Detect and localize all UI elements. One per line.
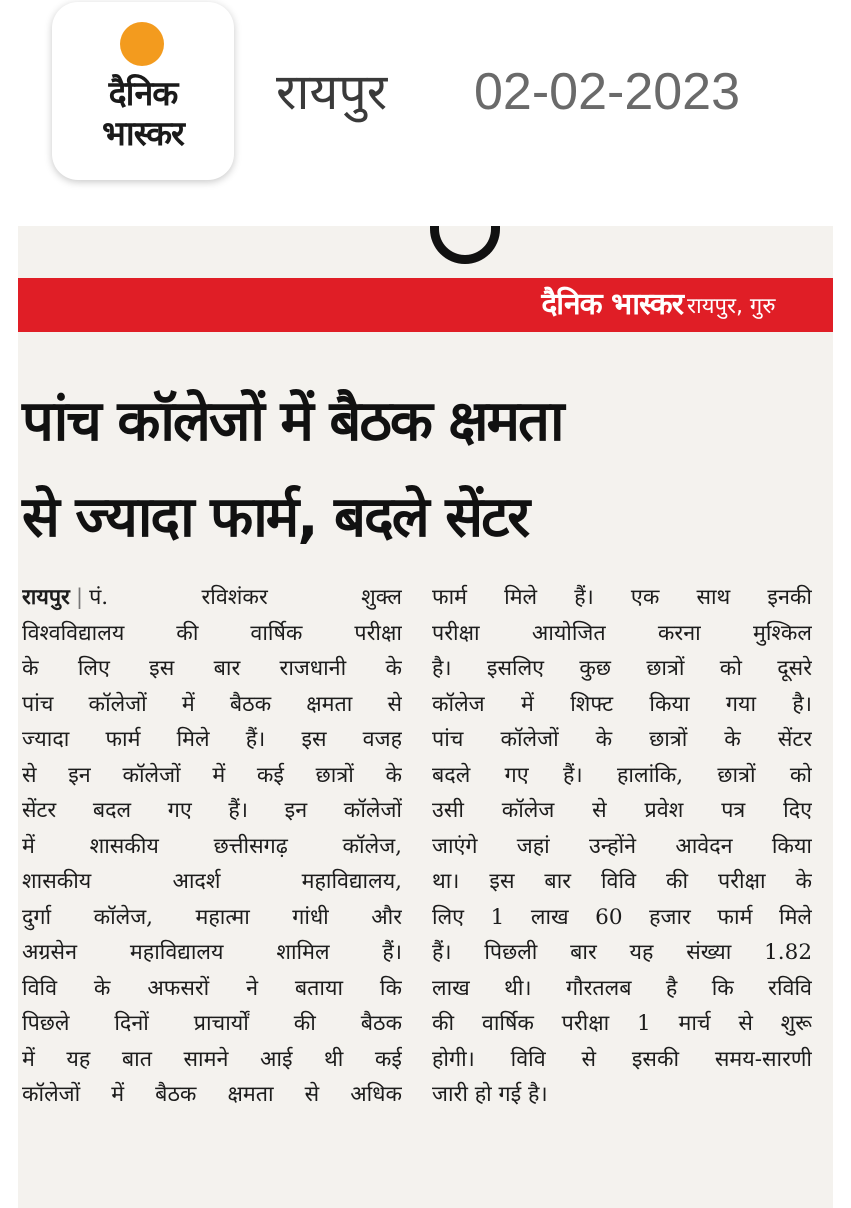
body-line: पिछले दिनों प्राचार्यों की बैठक <box>22 1011 402 1036</box>
body-line: जारी हो गई है। <box>432 1082 548 1107</box>
body-line: दुर्गा कॉलेज, महात्मा गांधी और <box>22 904 402 930</box>
logo-text-line2: भास्कर <box>102 114 184 154</box>
body-line: में शासकीय छत्तीसगढ़ कॉलेज, <box>22 833 402 859</box>
body-line: उसी कॉलेज से प्रवेश पत्र दिए <box>432 798 812 823</box>
dateline: रायपुर <box>22 585 70 610</box>
body-line: विश्वविद्यालय की वार्षिक परीक्षा <box>22 620 402 646</box>
app-header <box>0 0 851 200</box>
body-line: होगी। विवि से इसकी समय-सारणी <box>432 1046 812 1072</box>
article-column-left <box>22 580 402 1113</box>
body-line: अग्रसेन महाविद्यालय शामिल हैं। <box>22 940 402 965</box>
body-line: परीक्षा आयोजित करना मुश्किल <box>432 620 812 646</box>
article-column-right <box>432 580 812 1113</box>
body-line: लिए 1 लाख 60 हजार फार्म मिले <box>432 904 812 930</box>
body-line: हैं। पिछली बार यह संख्या 1.82 <box>432 940 812 965</box>
newspaper-clipping[interactable] <box>18 226 833 1208</box>
body-line: फार्म मिले हैं। एक साथ इनकी <box>432 585 812 610</box>
sun-icon <box>120 22 164 66</box>
body-line: सेंटर बदल गए हैं। इन कॉलेजों <box>22 798 402 823</box>
body-line: कॉलेजों में बैठक क्षमता से अधिक <box>22 1082 402 1107</box>
article-headline <box>22 374 822 566</box>
body-line: शासकीय आदर्श महाविद्यालय, <box>22 869 402 894</box>
body-line: की वार्षिक परीक्षा 1 मार्च से शुरू <box>432 1011 812 1036</box>
body-line: पांच कॉलेजों में बैठक क्षमता से <box>22 691 402 717</box>
logo-text-line1: दैनिक <box>108 74 178 114</box>
masthead-band <box>18 278 833 332</box>
body-line: लाख थी। गौरतलब है कि रविवि <box>432 975 812 1001</box>
body-line <box>22 580 402 616</box>
edition-date: 02-02-2023 <box>474 63 740 121</box>
body-line: में यह बात सामने आई थी कई <box>22 1046 402 1072</box>
body-line: ज्यादा फार्म मिले हैं। इस वजह <box>22 727 402 752</box>
body-line: से इन कॉलेजों में कई छात्रों के <box>22 762 402 788</box>
body-line: बदले गए हैं। हालांकि, छात्रों को <box>432 762 812 788</box>
body-line: था। इस बार विवि की परीक्षा के <box>432 869 812 894</box>
headline-line: पांच कॉलेजों में बैठक क्षमता <box>22 389 563 454</box>
band-brand-name: दैनिक भास्कर <box>541 287 683 322</box>
dainik-bhaskar-logo[interactable] <box>52 2 234 180</box>
previous-headline-fragment <box>430 226 500 264</box>
band-edition-text: रायपुर, गुरु <box>687 294 776 319</box>
body-line: विवि के अफसरों ने बताया कि <box>22 975 402 1001</box>
headline-line: से ज्यादा फार्म, बदले सेंटर <box>22 485 529 550</box>
body-line: पांच कॉलेजों के छात्रों के सेंटर <box>432 727 812 752</box>
body-line: कॉलेज में शिफ्ट किया गया है। <box>432 691 812 717</box>
edition-city: रायपुर <box>276 63 388 121</box>
body-line: है। इसलिए कुछ छात्रों को दूसरे <box>432 656 812 681</box>
body-line: जाएंगे जहां उन्होंने आवेदन किया <box>432 833 812 859</box>
body-line: के लिए इस बार राजधानी के <box>22 656 402 681</box>
dateline-separator: | <box>75 585 84 610</box>
body-line-text: पं. रविशंकर शुक्ल <box>89 585 402 610</box>
